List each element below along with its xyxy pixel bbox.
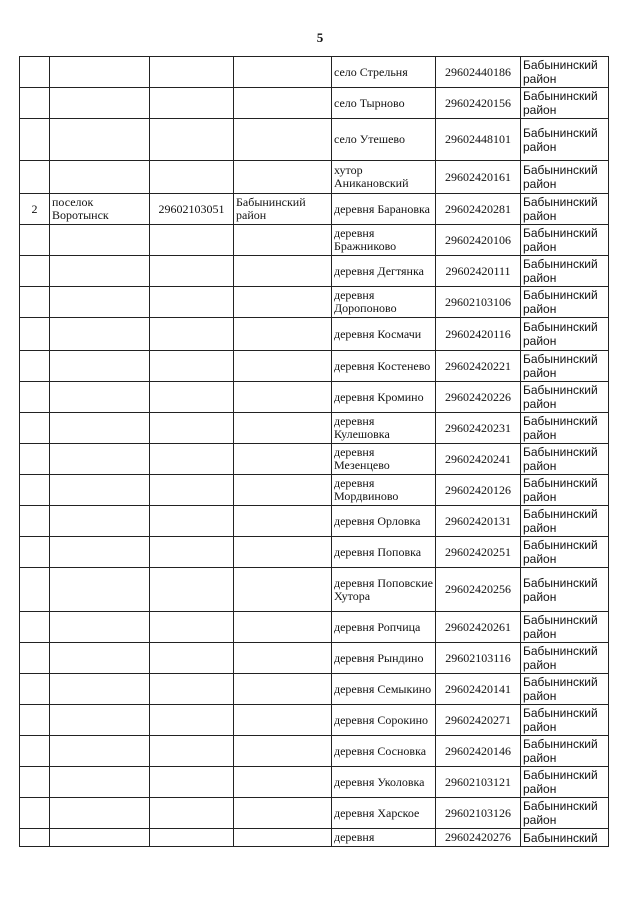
locality-district-cell: Бабынинский район: [521, 161, 609, 194]
locality-district-cell: Бабынинский район: [521, 119, 609, 161]
locality-code-cell: 29602420276: [436, 829, 521, 847]
locality-district-cell: Бабынинский район: [521, 318, 609, 351]
settlement-name-cell: [50, 767, 150, 798]
settlement-district-cell: Бабынинский район: [234, 194, 332, 225]
locality-name-cell: деревня Сосновка: [332, 736, 436, 767]
settlement-district-cell: [234, 705, 332, 736]
locality-name-cell: деревня Кромино: [332, 382, 436, 413]
locality-code-cell: 29602420256: [436, 568, 521, 612]
table-row: [20, 413, 609, 444]
settlement-district-cell: [234, 119, 332, 161]
settlement-name-cell: [50, 568, 150, 612]
settlement-district-cell: [234, 413, 332, 444]
locality-name-cell: деревня Бражниково: [332, 225, 436, 256]
row-number-cell: [20, 318, 50, 351]
settlement-code-cell: [150, 287, 234, 318]
locality-code-cell: 29602440186: [436, 57, 521, 88]
settlement-district-cell: [234, 161, 332, 194]
settlement-name-cell: [50, 506, 150, 537]
settlement-code-cell: [150, 225, 234, 256]
settlement-name-cell: [50, 413, 150, 444]
locality-district-cell: Бабынинский район: [521, 194, 609, 225]
locality-code-cell: 29602103116: [436, 643, 521, 674]
localities-table: [19, 56, 609, 847]
settlement-name-cell: [50, 382, 150, 413]
locality-code-cell: 29602420116: [436, 318, 521, 351]
locality-name-cell: деревня Кулешовка: [332, 413, 436, 444]
row-number-cell: [20, 506, 50, 537]
locality-district-cell: Бабынинский район: [521, 475, 609, 506]
row-number-cell: [20, 798, 50, 829]
row-number-cell: [20, 161, 50, 194]
locality-code-cell: 29602420111: [436, 256, 521, 287]
settlement-name-cell: [50, 798, 150, 829]
row-number-cell: [20, 444, 50, 475]
settlement-name-cell: [50, 351, 150, 382]
settlement-code-cell: [150, 674, 234, 705]
settlement-name-cell: [50, 475, 150, 506]
locality-district-cell: Бабынинский: [521, 829, 609, 847]
table-row: [20, 57, 609, 88]
locality-code-cell: 29602420131: [436, 506, 521, 537]
locality-district-cell: Бабынинский район: [521, 225, 609, 256]
row-number-cell: [20, 351, 50, 382]
settlement-code-cell: [150, 767, 234, 798]
locality-district-cell: Бабынинский район: [521, 287, 609, 318]
locality-name-cell: деревня Ропчица: [332, 612, 436, 643]
settlement-district-cell: [234, 798, 332, 829]
table-row: [20, 767, 609, 798]
settlement-district-cell: [234, 506, 332, 537]
locality-code-cell: 29602420251: [436, 537, 521, 568]
locality-district-cell: Бабынинский район: [521, 736, 609, 767]
settlement-code-cell: [150, 119, 234, 161]
row-number-cell: [20, 643, 50, 674]
settlement-name-cell: [50, 88, 150, 119]
locality-name-cell: деревня Семыкино: [332, 674, 436, 705]
settlement-name-cell: [50, 674, 150, 705]
settlement-district-cell: [234, 475, 332, 506]
row-number-cell: [20, 413, 50, 444]
row-number-cell: [20, 829, 50, 847]
locality-district-cell: Бабынинский район: [521, 88, 609, 119]
settlement-district-cell: [234, 351, 332, 382]
locality-district-cell: Бабынинский район: [521, 798, 609, 829]
settlement-name-cell: [50, 119, 150, 161]
settlement-district-cell: [234, 537, 332, 568]
settlement-name-cell: [50, 612, 150, 643]
settlement-district-cell: [234, 256, 332, 287]
locality-name-cell: деревня Поповка: [332, 537, 436, 568]
locality-code-cell: 29602448101: [436, 119, 521, 161]
settlement-district-cell: [234, 767, 332, 798]
locality-name-cell: деревня Рындино: [332, 643, 436, 674]
locality-district-cell: Бабынинский район: [521, 674, 609, 705]
locality-name-cell: деревня Поповские Хутора: [332, 568, 436, 612]
settlement-name-cell: [50, 256, 150, 287]
settlement-district-cell: [234, 444, 332, 475]
settlement-district-cell: [234, 736, 332, 767]
row-number-cell: [20, 475, 50, 506]
locality-name-cell: деревня Харское: [332, 798, 436, 829]
settlement-code-cell: [150, 318, 234, 351]
table-row: [20, 318, 609, 351]
locality-name-cell: деревня: [332, 829, 436, 847]
table-row: [20, 475, 609, 506]
locality-code-cell: 29602103121: [436, 767, 521, 798]
row-number-cell: [20, 119, 50, 161]
settlement-district-cell: [234, 829, 332, 847]
locality-name-cell: деревня Мордвиново: [332, 475, 436, 506]
locality-code-cell: 29602420281: [436, 194, 521, 225]
settlement-district-cell: [234, 382, 332, 413]
locality-name-cell: деревня Космачи: [332, 318, 436, 351]
settlement-name-cell: [50, 705, 150, 736]
table-row: [20, 161, 609, 194]
settlement-code-cell: [150, 506, 234, 537]
table-row: [20, 287, 609, 318]
settlement-code-cell: [150, 537, 234, 568]
locality-district-cell: Бабынинский район: [521, 506, 609, 537]
row-number-cell: [20, 57, 50, 88]
table-row: [20, 256, 609, 287]
settlement-district-cell: [234, 318, 332, 351]
row-number-cell: [20, 537, 50, 568]
settlement-code-cell: [150, 57, 234, 88]
locality-district-cell: Бабынинский район: [521, 643, 609, 674]
table-row: [20, 643, 609, 674]
locality-district-cell: Бабынинский район: [521, 444, 609, 475]
settlement-district-cell: [234, 88, 332, 119]
locality-code-cell: 29602103126: [436, 798, 521, 829]
locality-name-cell: деревня Доропоново: [332, 287, 436, 318]
settlement-district-cell: [234, 225, 332, 256]
settlement-code-cell: [150, 88, 234, 119]
row-number-cell: [20, 88, 50, 119]
settlement-code-cell: [150, 256, 234, 287]
locality-district-cell: Бабынинский район: [521, 351, 609, 382]
locality-district-cell: Бабынинский район: [521, 382, 609, 413]
settlement-district-cell: [234, 287, 332, 318]
row-number-cell: [20, 736, 50, 767]
settlement-code-cell: [150, 382, 234, 413]
table-row: [20, 351, 609, 382]
locality-code-cell: 29602420156: [436, 88, 521, 119]
table-row: [20, 568, 609, 612]
locality-code-cell: 29602420126: [436, 475, 521, 506]
table-row: [20, 798, 609, 829]
row-number-cell: [20, 382, 50, 413]
settlement-name-cell: [50, 161, 150, 194]
locality-district-cell: Бабынинский район: [521, 537, 609, 568]
table-row: [20, 225, 609, 256]
settlement-name-cell: [50, 643, 150, 674]
locality-district-cell: Бабынинский район: [521, 413, 609, 444]
settlement-name-cell: [50, 736, 150, 767]
locality-name-cell: деревня Мезенцево: [332, 444, 436, 475]
table-row: [20, 674, 609, 705]
locality-name-cell: деревня Сорокино: [332, 705, 436, 736]
table-row: [20, 705, 609, 736]
locality-district-cell: Бабынинский район: [521, 705, 609, 736]
locality-code-cell: 29602420141: [436, 674, 521, 705]
locality-code-cell: 29602420271: [436, 705, 521, 736]
settlement-code-cell: [150, 612, 234, 643]
settlement-name-cell: [50, 225, 150, 256]
locality-name-cell: село Тырново: [332, 88, 436, 119]
locality-name-cell: село Утешево: [332, 119, 436, 161]
locality-code-cell: 29602420146: [436, 736, 521, 767]
row-number-cell: [20, 568, 50, 612]
settlement-code-cell: [150, 161, 234, 194]
locality-name-cell: деревня Уколовка: [332, 767, 436, 798]
table-row: [20, 506, 609, 537]
table-row: [20, 119, 609, 161]
settlement-name-cell: [50, 57, 150, 88]
locality-code-cell: 29602420241: [436, 444, 521, 475]
settlement-code-cell: [150, 568, 234, 612]
locality-code-cell: 29602420226: [436, 382, 521, 413]
settlement-district-cell: [234, 57, 332, 88]
locality-name-cell: деревня Барановка: [332, 194, 436, 225]
settlement-code-cell: 29602103051: [150, 194, 234, 225]
row-number-cell: 2: [20, 194, 50, 225]
table-row: [20, 537, 609, 568]
locality-code-cell: 29602420161: [436, 161, 521, 194]
table-row: [20, 382, 609, 413]
locality-name-cell: деревня Орловка: [332, 506, 436, 537]
settlement-code-cell: [150, 444, 234, 475]
locality-code-cell: 29602420231: [436, 413, 521, 444]
locality-district-cell: Бабынинский район: [521, 767, 609, 798]
settlement-name-cell: [50, 287, 150, 318]
settlement-code-cell: [150, 475, 234, 506]
table-row: [20, 736, 609, 767]
settlement-name-cell: [50, 318, 150, 351]
table-row: [20, 194, 609, 225]
settlement-code-cell: [150, 798, 234, 829]
locality-district-cell: Бабынинский район: [521, 256, 609, 287]
settlement-name-cell: [50, 444, 150, 475]
row-number-cell: [20, 767, 50, 798]
table-row: [20, 88, 609, 119]
locality-name-cell: деревня Дегтянка: [332, 256, 436, 287]
row-number-cell: [20, 612, 50, 643]
settlement-code-cell: [150, 829, 234, 847]
page-number: 5: [316, 30, 324, 45]
locality-name-cell: хутор Аникановский: [332, 161, 436, 194]
row-number-cell: [20, 256, 50, 287]
locality-district-cell: Бабынинский район: [521, 568, 609, 612]
settlement-name-cell: [50, 829, 150, 847]
settlement-code-cell: [150, 736, 234, 767]
table-row: [20, 612, 609, 643]
table-row: [20, 829, 609, 847]
row-number-cell: [20, 674, 50, 705]
row-number-cell: [20, 225, 50, 256]
row-number-cell: [20, 705, 50, 736]
locality-code-cell: 29602420261: [436, 612, 521, 643]
locality-code-cell: 29602420221: [436, 351, 521, 382]
locality-name-cell: село Стрельня: [332, 57, 436, 88]
table-row: [20, 444, 609, 475]
settlement-district-cell: [234, 568, 332, 612]
settlement-name-cell: поселок Воротынск: [50, 194, 150, 225]
settlement-district-cell: [234, 643, 332, 674]
settlement-district-cell: [234, 612, 332, 643]
settlement-code-cell: [150, 413, 234, 444]
locality-district-cell: Бабынинский район: [521, 612, 609, 643]
settlement-name-cell: [50, 537, 150, 568]
settlement-code-cell: [150, 643, 234, 674]
settlement-district-cell: [234, 674, 332, 705]
settlement-code-cell: [150, 351, 234, 382]
locality-name-cell: деревня Костенево: [332, 351, 436, 382]
settlement-code-cell: [150, 705, 234, 736]
row-number-cell: [20, 287, 50, 318]
locality-code-cell: 29602103106: [436, 287, 521, 318]
locality-code-cell: 29602420106: [436, 225, 521, 256]
locality-district-cell: Бабынинский район: [521, 57, 609, 88]
